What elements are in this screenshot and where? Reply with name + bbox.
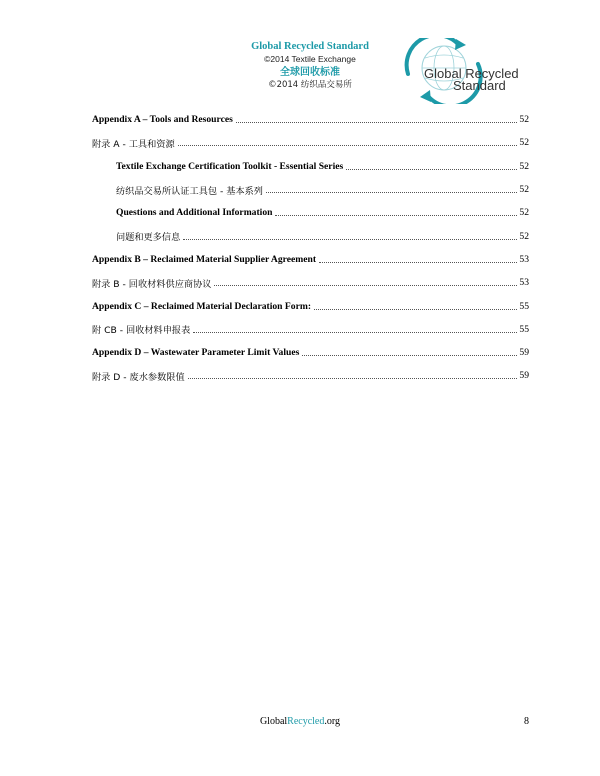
toc-leader-dots bbox=[302, 355, 517, 356]
global-recycled-standard-logo bbox=[398, 38, 538, 104]
toc-entry-label: Appendix A – Tools and Resources bbox=[92, 114, 233, 126]
toc-leader-dots bbox=[193, 332, 517, 333]
toc-entry[interactable] bbox=[92, 294, 529, 317]
toc-entry-page: 52 bbox=[519, 184, 529, 196]
toc-entry-label: 附录 D - 废水参数限值 bbox=[92, 371, 185, 383]
toc-entry-label: Appendix C – Reclaimed Material Declaration Form: bbox=[92, 300, 312, 312]
toc-entry-page: 52 bbox=[519, 137, 529, 149]
toc-entry-label: 附录 B - 回收材料供应商协议 bbox=[92, 278, 212, 290]
toc-entry-label: 附录 A - 工具和资源 bbox=[92, 138, 175, 150]
footer-website-link[interactable] bbox=[0, 716, 600, 727]
toc-leader-dots bbox=[214, 285, 517, 286]
toc-entry-page: 59 bbox=[519, 370, 529, 382]
toc-leader-dots bbox=[314, 309, 517, 310]
toc-entry-label: 纺织品交易所认证工具包 - 基本系列 bbox=[116, 185, 263, 197]
toc-entry-page: 52 bbox=[519, 160, 529, 172]
toc-entry[interactable] bbox=[92, 318, 529, 341]
toc-leader-dots bbox=[178, 145, 518, 146]
header-title: Global Recycled Standard bbox=[251, 41, 369, 52]
toc-leader-dots bbox=[183, 239, 517, 240]
toc-leader-dots bbox=[275, 215, 517, 216]
logo-text-line2: Standard bbox=[453, 78, 506, 93]
page-header bbox=[220, 40, 400, 92]
table-of-contents bbox=[92, 108, 529, 388]
toc-entry[interactable] bbox=[92, 364, 529, 387]
toc-leader-dots bbox=[346, 169, 517, 170]
toc-leader-dots bbox=[319, 262, 517, 263]
toc-entry-page: 52 bbox=[519, 207, 529, 219]
toc-entry[interactable] bbox=[92, 178, 529, 201]
toc-entry-label: 附 CB - 回收材料申报表 bbox=[92, 325, 191, 337]
toc-entry-label: Questions and Additional Information bbox=[116, 207, 273, 219]
header-title-cn: 全球回收标准 bbox=[280, 67, 340, 78]
toc-entry-label: 问题和更多信息 bbox=[116, 232, 181, 244]
toc-entry[interactable] bbox=[92, 341, 529, 364]
toc-entry-page: 53 bbox=[519, 253, 529, 265]
toc-leader-dots bbox=[188, 378, 518, 379]
header-copyright: ©2014 Textile Exchange bbox=[264, 54, 356, 64]
toc-entry[interactable] bbox=[92, 271, 529, 294]
toc-entry-label: Appendix B – Reclaimed Material Supplier Agreement bbox=[92, 253, 317, 265]
toc-entry-page: 52 bbox=[519, 114, 529, 126]
toc-entry-page: 55 bbox=[519, 300, 529, 312]
toc-entry-page: 55 bbox=[519, 323, 529, 335]
toc-entry-label: Appendix D – Wastewater Parameter Limit Values bbox=[92, 347, 300, 359]
footer-link-prefix: Global bbox=[259, 716, 288, 727]
toc-entry[interactable] bbox=[92, 201, 529, 224]
toc-entry[interactable] bbox=[92, 224, 529, 247]
toc-entry[interactable] bbox=[92, 108, 529, 131]
footer-link-suffix: .org bbox=[324, 716, 341, 727]
toc-entry-page: 52 bbox=[519, 230, 529, 242]
toc-entry[interactable] bbox=[92, 131, 529, 154]
header-copyright-cn: ©2014 纺织品交易所 bbox=[268, 80, 352, 90]
toc-leader-dots bbox=[236, 122, 518, 123]
page-number: 8 bbox=[524, 716, 529, 727]
toc-entry-page: 59 bbox=[519, 347, 529, 359]
toc-entry[interactable] bbox=[92, 155, 529, 178]
toc-entry-label: Textile Exchange Certification Toolkit - Essential Series bbox=[116, 160, 344, 172]
toc-leader-dots bbox=[266, 192, 517, 193]
logo-text-line1: Global Recycled bbox=[424, 66, 519, 81]
footer-link-highlight: Recycled bbox=[287, 716, 325, 727]
toc-entry-page: 53 bbox=[519, 277, 529, 289]
toc-entry[interactable] bbox=[92, 248, 529, 271]
